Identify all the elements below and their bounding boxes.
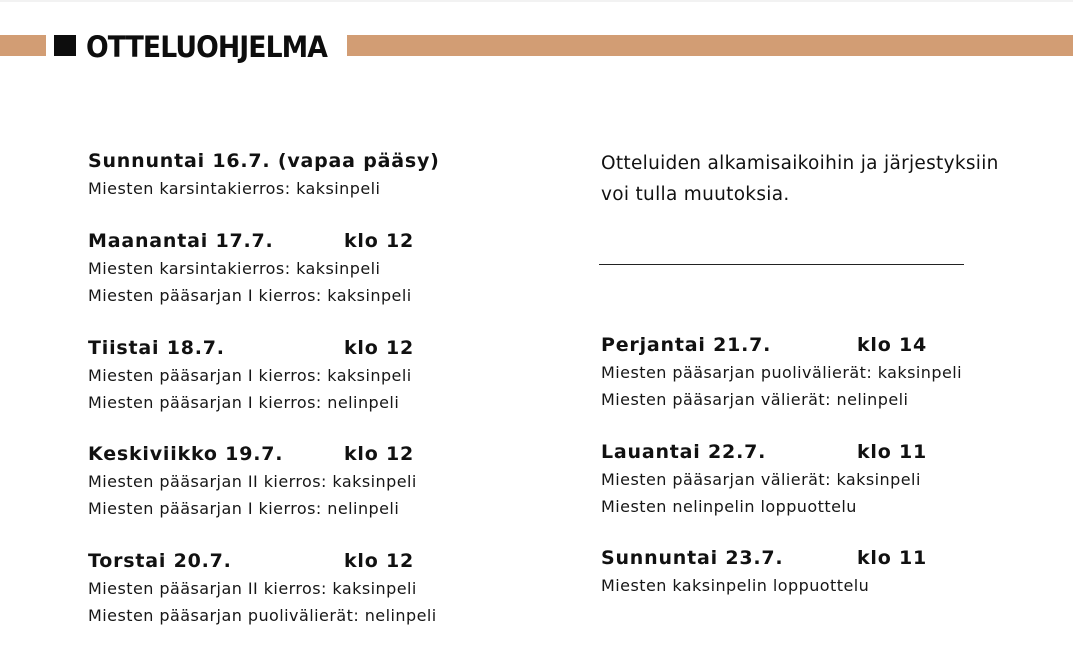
day-time: klo 11: [857, 547, 928, 569]
day-block-tue-18: [88, 336, 508, 416]
day-name: Torstai 20.7.: [88, 550, 232, 572]
event-item: Miesten pääsarjan II kierros: kaksinpeli: [88, 579, 417, 598]
day-header: [88, 229, 508, 253]
day-time: klo 12: [344, 550, 415, 572]
event-item: Miesten karsintakierros: kaksinpeli: [88, 179, 381, 198]
day-name: Tiistai 18.7.: [88, 337, 225, 359]
day-block-thu-20: [88, 549, 508, 629]
day-header: [601, 440, 1021, 464]
day-time: klo 12: [344, 443, 415, 465]
day-header: [88, 442, 508, 466]
header-bar-right: [347, 35, 1073, 56]
event-item: Miesten karsintakierros: kaksinpeli: [88, 259, 381, 278]
day-name: Lauantai 22.7.: [601, 441, 767, 463]
day-time: klo 11: [857, 441, 928, 463]
day-time: klo 12: [344, 337, 415, 359]
event-item: Miesten pääsarjan I kierros: kaksinpeli: [88, 366, 412, 385]
day-block-wed-19: [88, 442, 508, 522]
event-item: Miesten pääsarjan I kierros: nelinpeli: [88, 498, 400, 518]
event-item: Miesten pääsarjan II kierros: kaksinpeli: [88, 472, 417, 491]
day-name: Perjantai 21.7.: [601, 334, 772, 356]
day-header: [601, 546, 1021, 570]
event-item: Miesten pääsarjan puolivälierät: kaksinpeli: [601, 363, 963, 382]
day-header: [88, 549, 508, 573]
day-block-sun-16: [88, 149, 508, 203]
black-square-icon: [54, 35, 76, 56]
day-time: klo 12: [344, 230, 415, 252]
day-name: Maanantai 17.7.: [88, 230, 274, 252]
event-item: Miesten pääsarjan I kierros: kaksinpeli: [88, 285, 412, 305]
day-header: [601, 333, 1021, 357]
notice-divider: [599, 264, 964, 265]
event-item: Miesten pääsarjan puolivälierät: nelinpeli: [88, 605, 437, 625]
top-divider: [0, 0, 1073, 2]
day-block-sat-22: [601, 440, 1021, 520]
day-name: Sunnuntai 23.7.: [601, 547, 784, 569]
event-item: Miesten nelinpelin loppuottelu: [601, 496, 857, 516]
event-item: Miesten kaksinpelin loppuottelu: [601, 576, 870, 595]
day-header: [88, 149, 508, 173]
day-name: Keskiviikko 19.7.: [88, 443, 284, 465]
day-block-sun-23: [601, 546, 1021, 600]
event-item: Miesten pääsarjan välierät: kaksinpeli: [601, 470, 921, 489]
event-item: Miesten pääsarjan välierät: nelinpeli: [601, 389, 909, 409]
day-block-fri-21: [601, 333, 1021, 413]
event-item: Miesten pääsarjan I kierros: nelinpeli: [88, 392, 400, 412]
header-bar-left: [0, 35, 46, 56]
schedule-notice: Otteluiden alkamisaikoihin ja järjestyksiin voi tulla muutoksia.: [601, 153, 999, 205]
day-name: Sunnuntai 16.7. (vapaa pääsy): [88, 150, 440, 172]
day-block-mon-17: [88, 229, 508, 309]
day-header: [88, 336, 508, 360]
section-title: OTTELUOHJELMA: [86, 30, 328, 64]
day-time: klo 14: [857, 334, 928, 356]
